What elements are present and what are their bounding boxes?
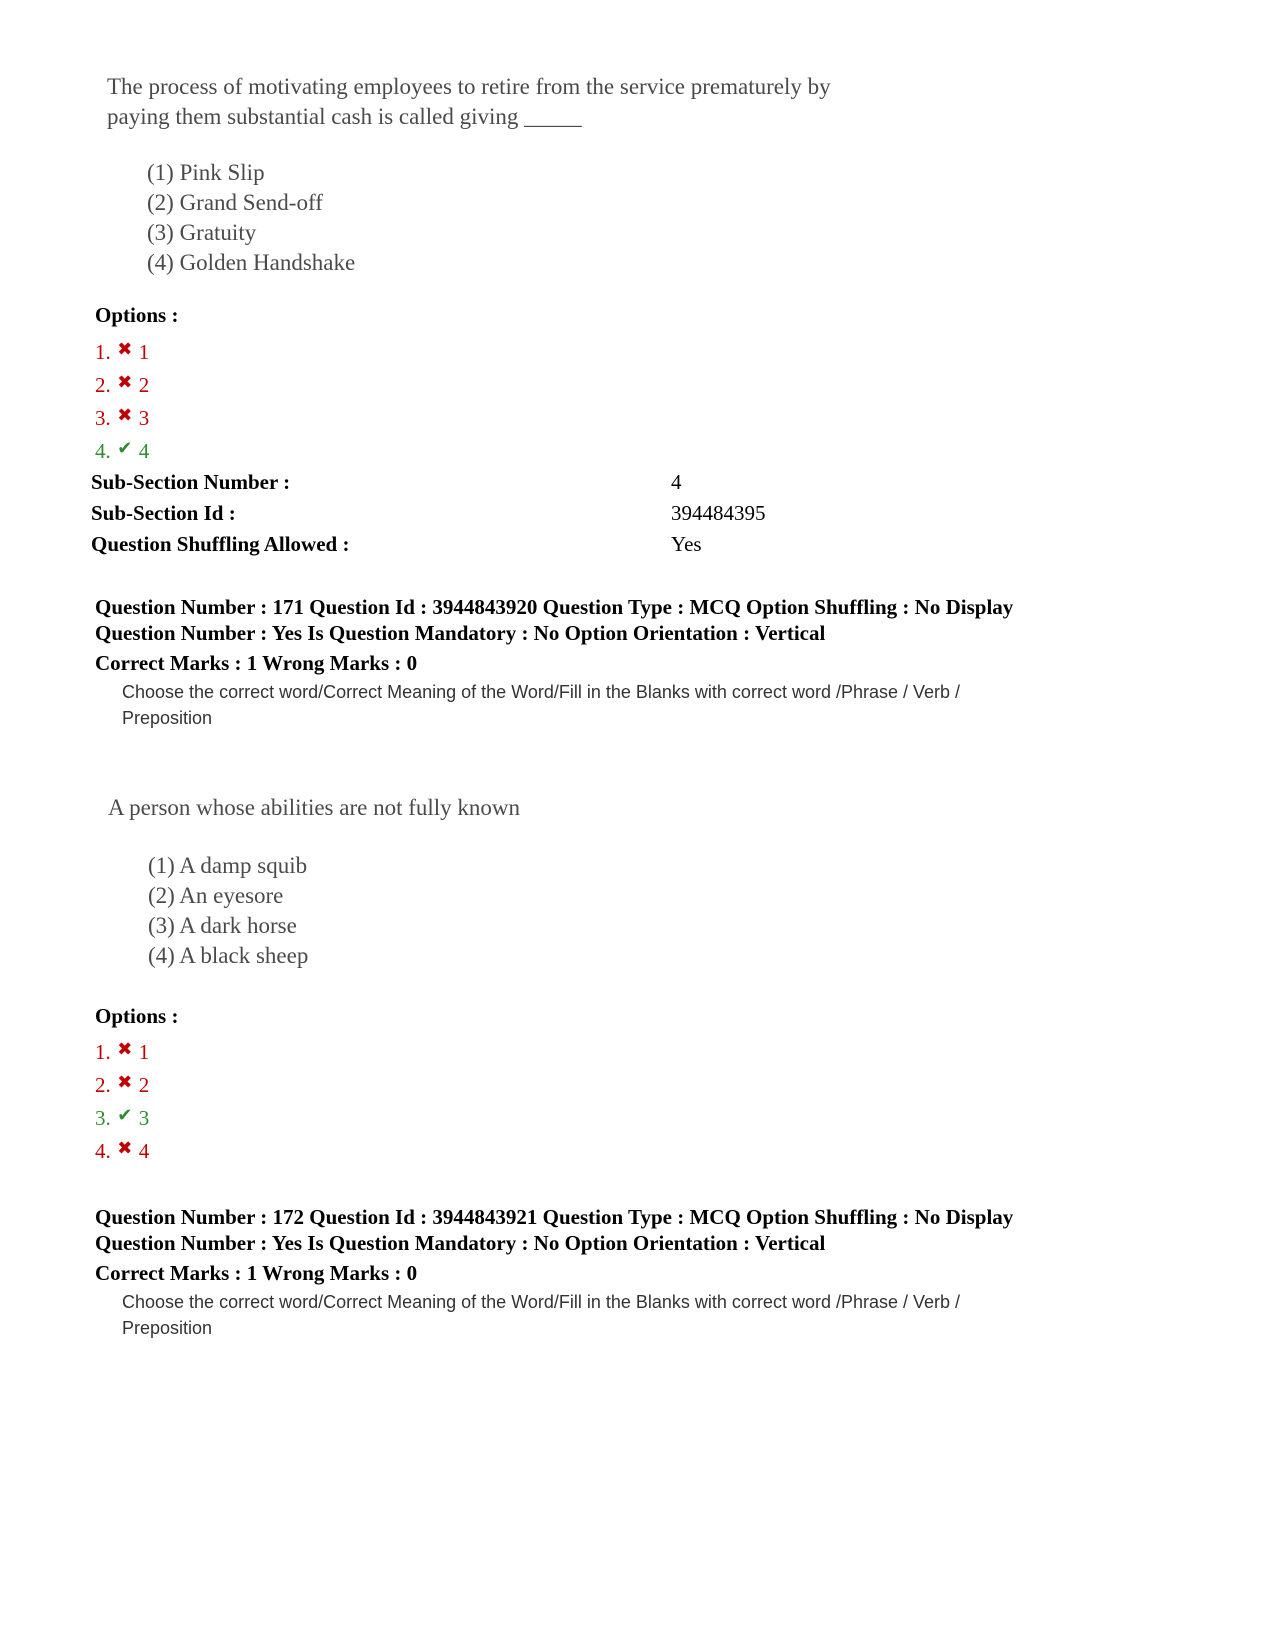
question-header-line: Question Number : 171 Question Id : 3944843920 Question Type : MCQ Option Shuffling : No Display	[95, 595, 1014, 619]
option-value: 1	[138, 340, 150, 364]
choice: (1) Pink Slip	[147, 160, 265, 185]
options-list	[95, 333, 149, 465]
option-row	[95, 1033, 149, 1066]
option-row	[95, 366, 149, 399]
option-number: 1.	[95, 1040, 111, 1064]
instruction-line: Choose the correct word/Correct Meaning of the Word/Fill in the Blanks with correct word /Phrase / Verb /	[122, 682, 961, 702]
choice: (1) A damp squib	[148, 853, 308, 878]
cross-icon: ✖	[117, 1072, 133, 1092]
choice: (3) A dark horse	[148, 913, 297, 938]
option-row	[95, 432, 149, 465]
instruction-line: Preposition	[122, 1318, 213, 1338]
question-stem-line: The process of motivating employees to retire from the service prematurely by	[107, 74, 831, 99]
option-row	[95, 1132, 149, 1165]
cross-icon: ✖	[117, 339, 133, 359]
options-label: Options :	[95, 303, 179, 327]
check-icon: ✔	[117, 1105, 133, 1125]
choice: (2) Grand Send-off	[147, 190, 323, 215]
option-row	[95, 399, 149, 432]
choice: (2) An eyesore	[148, 883, 284, 908]
subsection-info	[91, 467, 1091, 560]
question-shuffling-row	[91, 529, 1091, 560]
choice: (3) Gratuity	[147, 220, 257, 245]
question-171-image	[108, 793, 520, 971]
subsection-id-row	[91, 498, 1091, 529]
question-stem: A person whose abilities are not fully known	[108, 795, 521, 820]
option-number: 4.	[95, 439, 111, 463]
option-number: 4.	[95, 1139, 111, 1163]
option-value: 2	[138, 1073, 150, 1097]
question-header-line: Question Number : 172 Question Id : 3944843921 Question Type : MCQ Option Shuffling : No Display	[95, 1205, 1014, 1229]
question-171-instruction	[122, 679, 960, 731]
option-value: 4	[138, 1139, 150, 1163]
option-value: 3	[138, 1106, 150, 1130]
option-row	[95, 1099, 149, 1132]
options-list	[95, 1033, 149, 1165]
subsection-id-label: Sub-Section Id :	[91, 501, 236, 525]
question-172-header	[95, 1204, 1013, 1286]
subsection-number-row	[91, 467, 1091, 498]
question-shuffling-label: Question Shuffling Allowed :	[91, 532, 350, 556]
subsection-number-label: Sub-Section Number :	[91, 470, 291, 494]
cross-icon: ✖	[117, 1039, 133, 1059]
option-number: 2.	[95, 373, 111, 397]
question-header-line: Question Number : Yes Is Question Mandatory : No Option Orientation : Vertical	[95, 1231, 826, 1255]
question-171-header	[95, 594, 1013, 676]
option-number: 2.	[95, 1073, 111, 1097]
instruction-line: Choose the correct word/Correct Meaning of the Word/Fill in the Blanks with correct word /Phrase / Verb /	[122, 1292, 961, 1312]
instruction-line: Preposition	[122, 708, 213, 728]
choice: (4) A black sheep	[148, 943, 309, 968]
choice: (4) Golden Handshake	[147, 250, 356, 275]
option-row	[95, 1066, 149, 1099]
option-number: 3.	[95, 406, 111, 430]
question-header-line: Question Number : Yes Is Question Mandatory : No Option Orientation : Vertical	[95, 621, 826, 645]
option-value: 1	[138, 1040, 150, 1064]
option-value: 4	[138, 439, 150, 463]
cross-icon: ✖	[117, 372, 133, 392]
option-value: 3	[138, 406, 150, 430]
option-number: 3.	[95, 1106, 111, 1130]
cross-icon: ✖	[117, 1138, 133, 1158]
option-number: 1.	[95, 340, 111, 364]
question-172-instruction	[122, 1289, 960, 1341]
options-label: Options :	[95, 1004, 179, 1028]
option-row	[95, 333, 149, 366]
question-stem-line: paying them substantial cash is called giving _____	[107, 104, 582, 129]
subsection-id-value: 394484395	[671, 501, 766, 525]
subsection-number-value: 4	[671, 470, 682, 494]
cross-icon: ✖	[117, 405, 133, 425]
option-value: 2	[138, 373, 150, 397]
prev-question-image	[107, 72, 831, 278]
question-marks: Correct Marks : 1 Wrong Marks : 0	[95, 1261, 418, 1285]
question-shuffling-value: Yes	[671, 532, 702, 556]
question-marks: Correct Marks : 1 Wrong Marks : 0	[95, 651, 418, 675]
check-icon: ✔	[117, 438, 133, 458]
